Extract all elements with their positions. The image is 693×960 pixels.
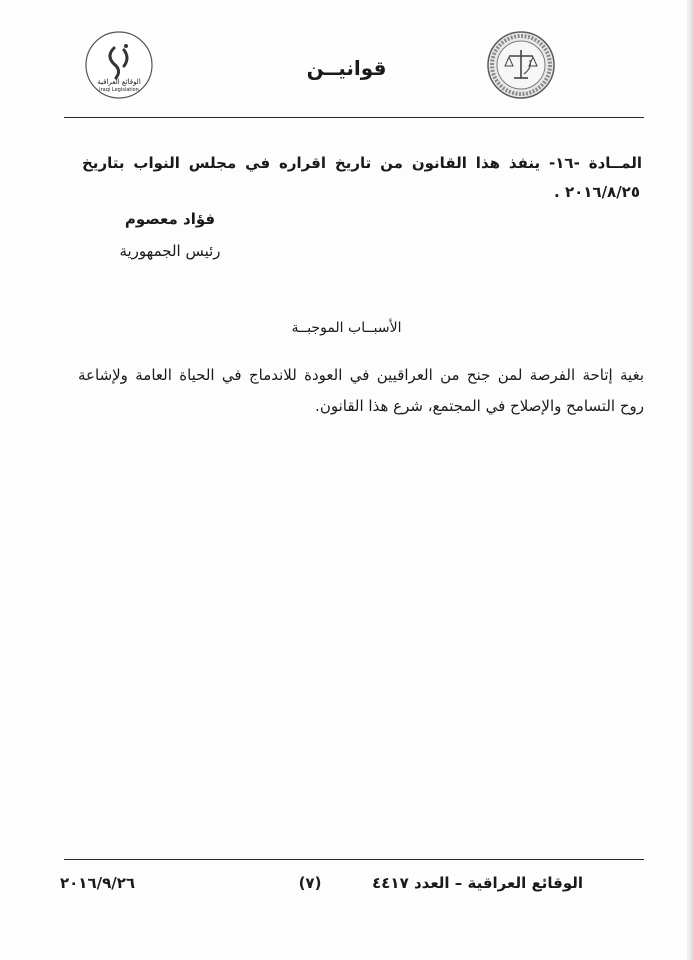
footer-gazette-issue: الوقائع العراقية – العدد ٤٤١٧ bbox=[372, 874, 583, 892]
signer-name: فؤاد معصوم bbox=[124, 210, 216, 228]
section-title: قوانيــن bbox=[306, 56, 387, 80]
signer-title: رئيس الجمهورية bbox=[119, 242, 221, 260]
iraqi-gazette-logo bbox=[84, 30, 154, 100]
gazette-logo-label-en: Iraqi Legislation bbox=[99, 87, 139, 93]
header-divider bbox=[64, 117, 644, 118]
footer-divider bbox=[64, 859, 644, 860]
reasons-line-1: بغية إتاحة الفرصة لمن جنح من العراقيين في العودة للاندماج في الحياة العامة ولإشاعة bbox=[78, 366, 644, 384]
scan-edge-shadow bbox=[687, 0, 693, 960]
article-line-2: ٢٠١٦/٨/٢٥ . bbox=[554, 183, 640, 201]
footer-date: ٢٠١٦/٩/٢٦ bbox=[60, 874, 136, 892]
footer-page-number: (٧) bbox=[298, 874, 322, 892]
article-line-1: المــادة -١٦- ينفذ هذا القانون من تاريخ اقراره في مجلس النواب بتاريخ bbox=[82, 154, 643, 172]
gazette-logo-label: الوقائع العراقية bbox=[97, 78, 141, 86]
reasons-title: الأسبــاب الموجبــة bbox=[291, 320, 402, 336]
reasons-line-2: روح التسامح والإصلاح في المجتمع، شرع هذا القانون. bbox=[315, 397, 644, 415]
